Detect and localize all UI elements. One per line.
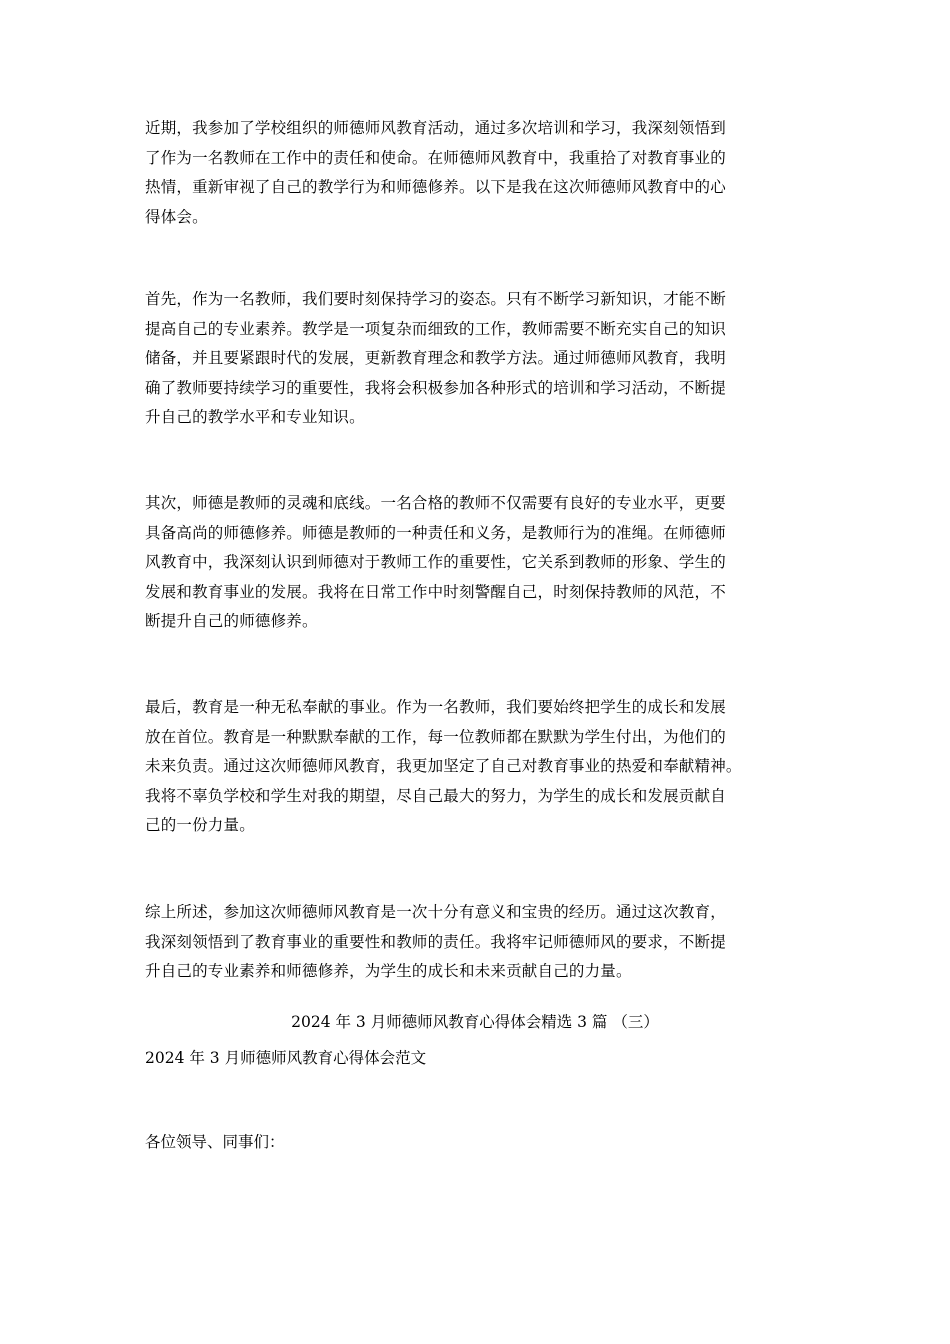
text-line: 我将不辜负学校和学生对我的期望，尽自己最大的努力，为学生的成长和发展贡献自 — [145, 786, 726, 805]
paragraph-first — [145, 285, 810, 433]
text-line: 储备，并且要紧跟时代的发展，更新教育理念和教学方法。通过师德师风教育，我明 — [145, 349, 726, 367]
text-line: 断提升自己的师德修养。 — [145, 612, 318, 630]
text-line: 具备高尚的师德修养。师德是教师的一种责任和义务，是教师行为的准绳。在师德师 — [145, 523, 726, 542]
text-line: 近期，我参加了学校组织的师德师风教育活动，通过多次培训和学习，我深刻领悟到 — [145, 119, 726, 137]
text-line: 最后，教育是一种无私奉献的事业。作为一名教师，我们要始终把学生的成长和发展 — [145, 698, 726, 716]
paragraph-last — [145, 693, 810, 841]
document-subtitle: 2024 年 3 月师德师风教育心得体会范文 — [145, 1049, 427, 1067]
text-line: 综上所述，参加这次师德师风教育是一次十分有意义和宝贵的经历。通过这次教育， — [145, 903, 726, 921]
greeting-line: 各位领导、同事们： — [145, 1133, 285, 1151]
text-line: 了作为一名教师在工作中的责任和使命。在师德师风教育中，我重拾了对教育事业的 — [145, 148, 726, 167]
text-line: 升自己的教学水平和专业知识。 — [145, 408, 365, 426]
paragraph-intro — [145, 114, 810, 232]
paragraph-second — [145, 489, 810, 637]
text-line: 首先，作为一名教师，我们要时刻保持学习的姿态。只有不断学习新知识，才能不断 — [145, 290, 726, 308]
text-line: 得体会。 — [145, 207, 208, 226]
text-line: 热情，重新审视了自己的教学行为和师德修养。以下是我在这次师德师风教育中的心 — [145, 178, 726, 196]
text-line: 未来负责。通过这次师德师风教育，我更加坚定了自己对教育事业的热爱和奉献精神。 — [145, 757, 742, 775]
text-line: 提高自己的专业素养。教学是一项复杂而细致的工作，教师需要不断充实自己的知识 — [145, 319, 726, 338]
text-line: 己的一份力量。 — [145, 816, 255, 834]
text-line: 我深刻领悟到了教育事业的重要性和教师的责任。我将牢记师德师风的要求，不断提 — [145, 932, 726, 951]
text-line: 升自己的专业素养和师德修养，为学生的成长和未来贡献自己的力量。 — [145, 962, 632, 980]
text-line: 放在首位。教育是一种默默奉献的工作，每一位教师都在默默为学生付出，为他们的 — [145, 727, 726, 746]
paragraph-conclusion — [145, 898, 810, 987]
text-line: 其次，师德是教师的灵魂和底线。一名合格的教师不仅需要有良好的专业水平，更要 — [145, 494, 726, 512]
text-line: 风教育中，我深刻认识到师德对于教师工作的重要性，它关系到教师的形象、学生的 — [145, 553, 726, 571]
text-line: 确了教师要持续学习的重要性，我将会积极参加各种形式的培训和学习活动，不断提 — [145, 378, 726, 397]
section-title: 2024 年 3 月师德师风教育心得体会精选 3 篇 （三） — [291, 1013, 659, 1031]
text-line: 发展和教育事业的发展。我将在日常工作中时刻警醒自己，时刻保持教师的风范，不 — [145, 582, 726, 601]
